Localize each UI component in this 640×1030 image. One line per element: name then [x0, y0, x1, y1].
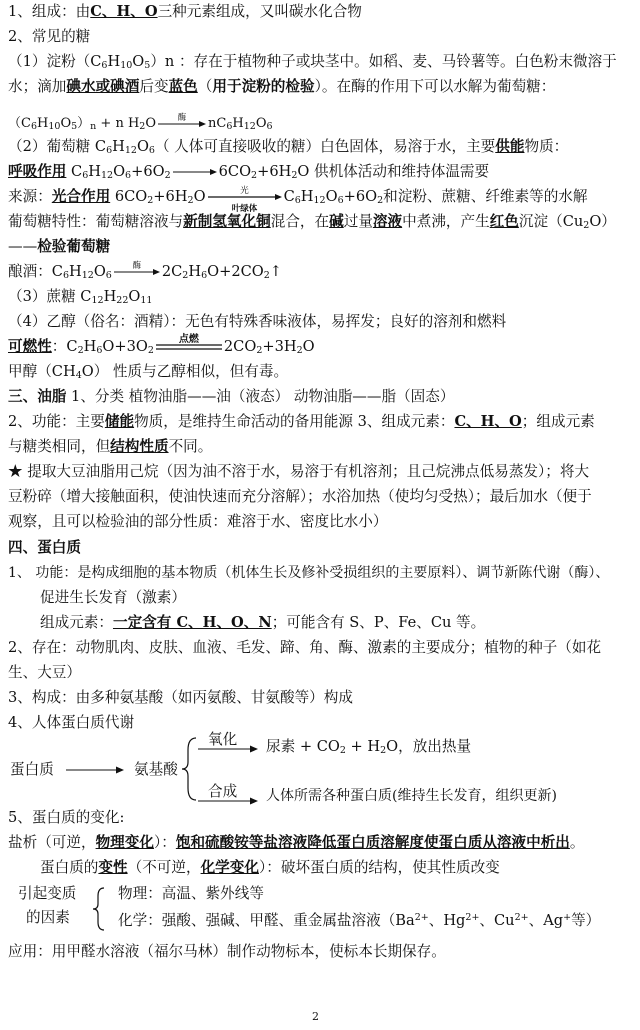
oxidize-label: 氧化 — [208, 731, 238, 748]
cause-label-2: 的因素 — [26, 909, 70, 926]
line-protein-exist-2: 生、大豆） — [8, 664, 81, 681]
line-protein-function: 1、 功能：是构成细胞的基本物质（机体生长及修补受损组织的主要原料）、调节新陈代谢（酶）、 — [8, 565, 610, 581]
line-extract-1: ★ 提取大豆油脂用己烷（因为油不溶于水，易溶于有机溶剂；且己烷沸点低易蒸发）；将大 — [8, 463, 590, 480]
line-fats-function: 2、功能：主要储能物质，是维持生命活动的备用能源 3、组成元素：C、H、O；组成元素 — [8, 413, 595, 430]
cause-label-1: 引起变质 — [18, 885, 77, 902]
physical-causes: 物理：高温、紫外线等 — [118, 885, 264, 902]
page-number: 2 — [312, 1010, 319, 1023]
line-extract-3: 观察，且可以检验油的部分性质：难溶于水、密度比水小） — [8, 513, 388, 530]
line-salting-out: 盐析（可逆，物理变化）：饱和硫酸铵等盐溶液降低蛋白质溶解度使蛋白质从溶液中析出。 — [8, 834, 585, 851]
line-fats-heading: 三、油脂 1、分类 植物油脂——油（液态） 动物油脂——脂（固态） — [8, 388, 455, 405]
line-brewing: 酿酒：$C_6H_{12}O_6$ 酶 $2C_2H_6O+2CO_2↑$ — [8, 261, 283, 281]
synthesize-arrow — [198, 796, 258, 806]
equation-hydrolysis: $(C_6H_{10}O_5)_n + n$ $H_2O$ 酶 $nC_6H_{12}O_6$ — [8, 112, 273, 132]
line-fats-structure: 与糖类相同，但结构性质不同。 — [8, 438, 213, 455]
line-starch-test: 水；滴加碘水或碘酒后变蓝色（用于淀粉的检验）。在酶的作用下可以水解为葡萄糖： — [8, 78, 556, 95]
amino-acid-label: 氨基酸 — [134, 761, 178, 778]
line-sucrose: （3）蔗糖 $C_{12}H_{22}O_{11}$ — [8, 288, 153, 306]
line-protein-exist: 2、存在：动物肌肉、皮肤、血液、毛发、蹄、角、酶、激素的主要成分；植物的种子（如花 — [8, 639, 602, 656]
line-protein-heading: 四、蛋白质 — [8, 539, 81, 556]
urea-products: 尿素 + $CO_2 + H_2O$，放出热量 — [266, 738, 472, 756]
line-glucose-property: 葡萄糖特性：葡萄糖溶液与新制氢氧化铜混合，在碱过量溶液中煮沸，产生红色沉淀$(Cu_2O)$ — [8, 213, 616, 231]
ignite-arrow: 点燃 — [178, 334, 199, 345]
line-extract-2: 豆粉碎（增大接触面积，使油快速而充分溶解）；水浴加热（使均匀受热）；最后加水（便于 — [8, 488, 592, 505]
body-protein-label: 人体所需各种蛋白质(维持生长发育，组织更新) — [266, 788, 557, 804]
line-common-sugars: 2、常见的糖 — [8, 28, 91, 45]
line-protein-growth: 促进生长发育（激素） — [40, 589, 186, 606]
line-glucose-test: ——检验葡萄糖 — [8, 238, 111, 255]
line-ethanol: （4）乙醇（俗名：酒精）：无色有特殊香味液体，易挥发；良好的溶剂和燃料 — [8, 313, 507, 330]
synthesize-label: 合成 — [208, 783, 238, 800]
cause-brace — [92, 886, 106, 932]
respiration-arrow — [173, 165, 217, 179]
metabolism-brace — [180, 736, 198, 802]
enzyme-arrow: 酶 — [158, 117, 206, 131]
line-protein-elements: 组成元素：一定含有 C、H、O、N；可能含有 S、P、Fe、Cu 等。 — [40, 614, 486, 631]
line-composition: 1、组成：由C、H、O三种元素组成，又叫碳水化合物 — [8, 3, 362, 20]
protein-label: 蛋白质 — [10, 761, 54, 778]
line-starch: （1）淀粉$(C_6H_{10}O_5)n$ ：存在于植物种子或块茎中。如稻、麦、马铃薯等。白色粉末微溶于 — [8, 53, 617, 71]
line-denaturation: 蛋白质的变性（不可逆，化学变化）：破坏蛋白质的结构，使其性质改变 — [40, 859, 500, 876]
chemical-causes: 化学：强酸、强碱、甲醛、重金属盐溶液（$Ba^{2+}$、$Hg^{2+}$、$Cu^{2+}$、Ag+等） — [118, 912, 601, 929]
metabolism-arrow — [66, 763, 124, 777]
line-glucose: （2）葡萄糖 $C_6H_{12}O_6$（ 人体可直接吸收的糖）白色固体，易溶于水，主要供能物质： — [8, 138, 569, 156]
line-protein-metabolism: 4、人体蛋白质代谢 — [8, 714, 135, 731]
line-respiration: 呼吸作用 $C_6H_{12}O_6+6O_2$ $6CO_2+6H_2O$ 供机体活动和维持体温需要 — [8, 163, 490, 181]
brewing-arrow: 酶 — [114, 265, 160, 279]
line-methanol: 甲醇$(CH_4O)$ 性质与乙醇相似，但有毒。 — [8, 363, 289, 381]
line-protein-structure: 3、构成：由多种氨基酸（如丙氨酸、甘氨酸等）构成 — [8, 689, 353, 706]
line-application: 应用：用甲醛水溶液（福尔马林）制作动物标本，使标本长期保存。 — [8, 943, 446, 960]
line-photosynthesis: 来源：光合作用 $6CO_2+6H_2O$ 光 叶绿体 $C_6H_{12}O_6+6O_2$和淀粉、蔗糖、纤维素等的水解 — [8, 186, 588, 214]
photosynthesis-arrow: 光 叶绿体 — [208, 190, 282, 204]
oxidize-arrow — [198, 744, 258, 754]
line-combustion: 可燃性：$C_2H_6O+3O_2$ 点燃 $2CO_2+3H_2O$ — [8, 334, 315, 356]
line-protein-change: 5、蛋白质的变化: — [8, 809, 125, 826]
